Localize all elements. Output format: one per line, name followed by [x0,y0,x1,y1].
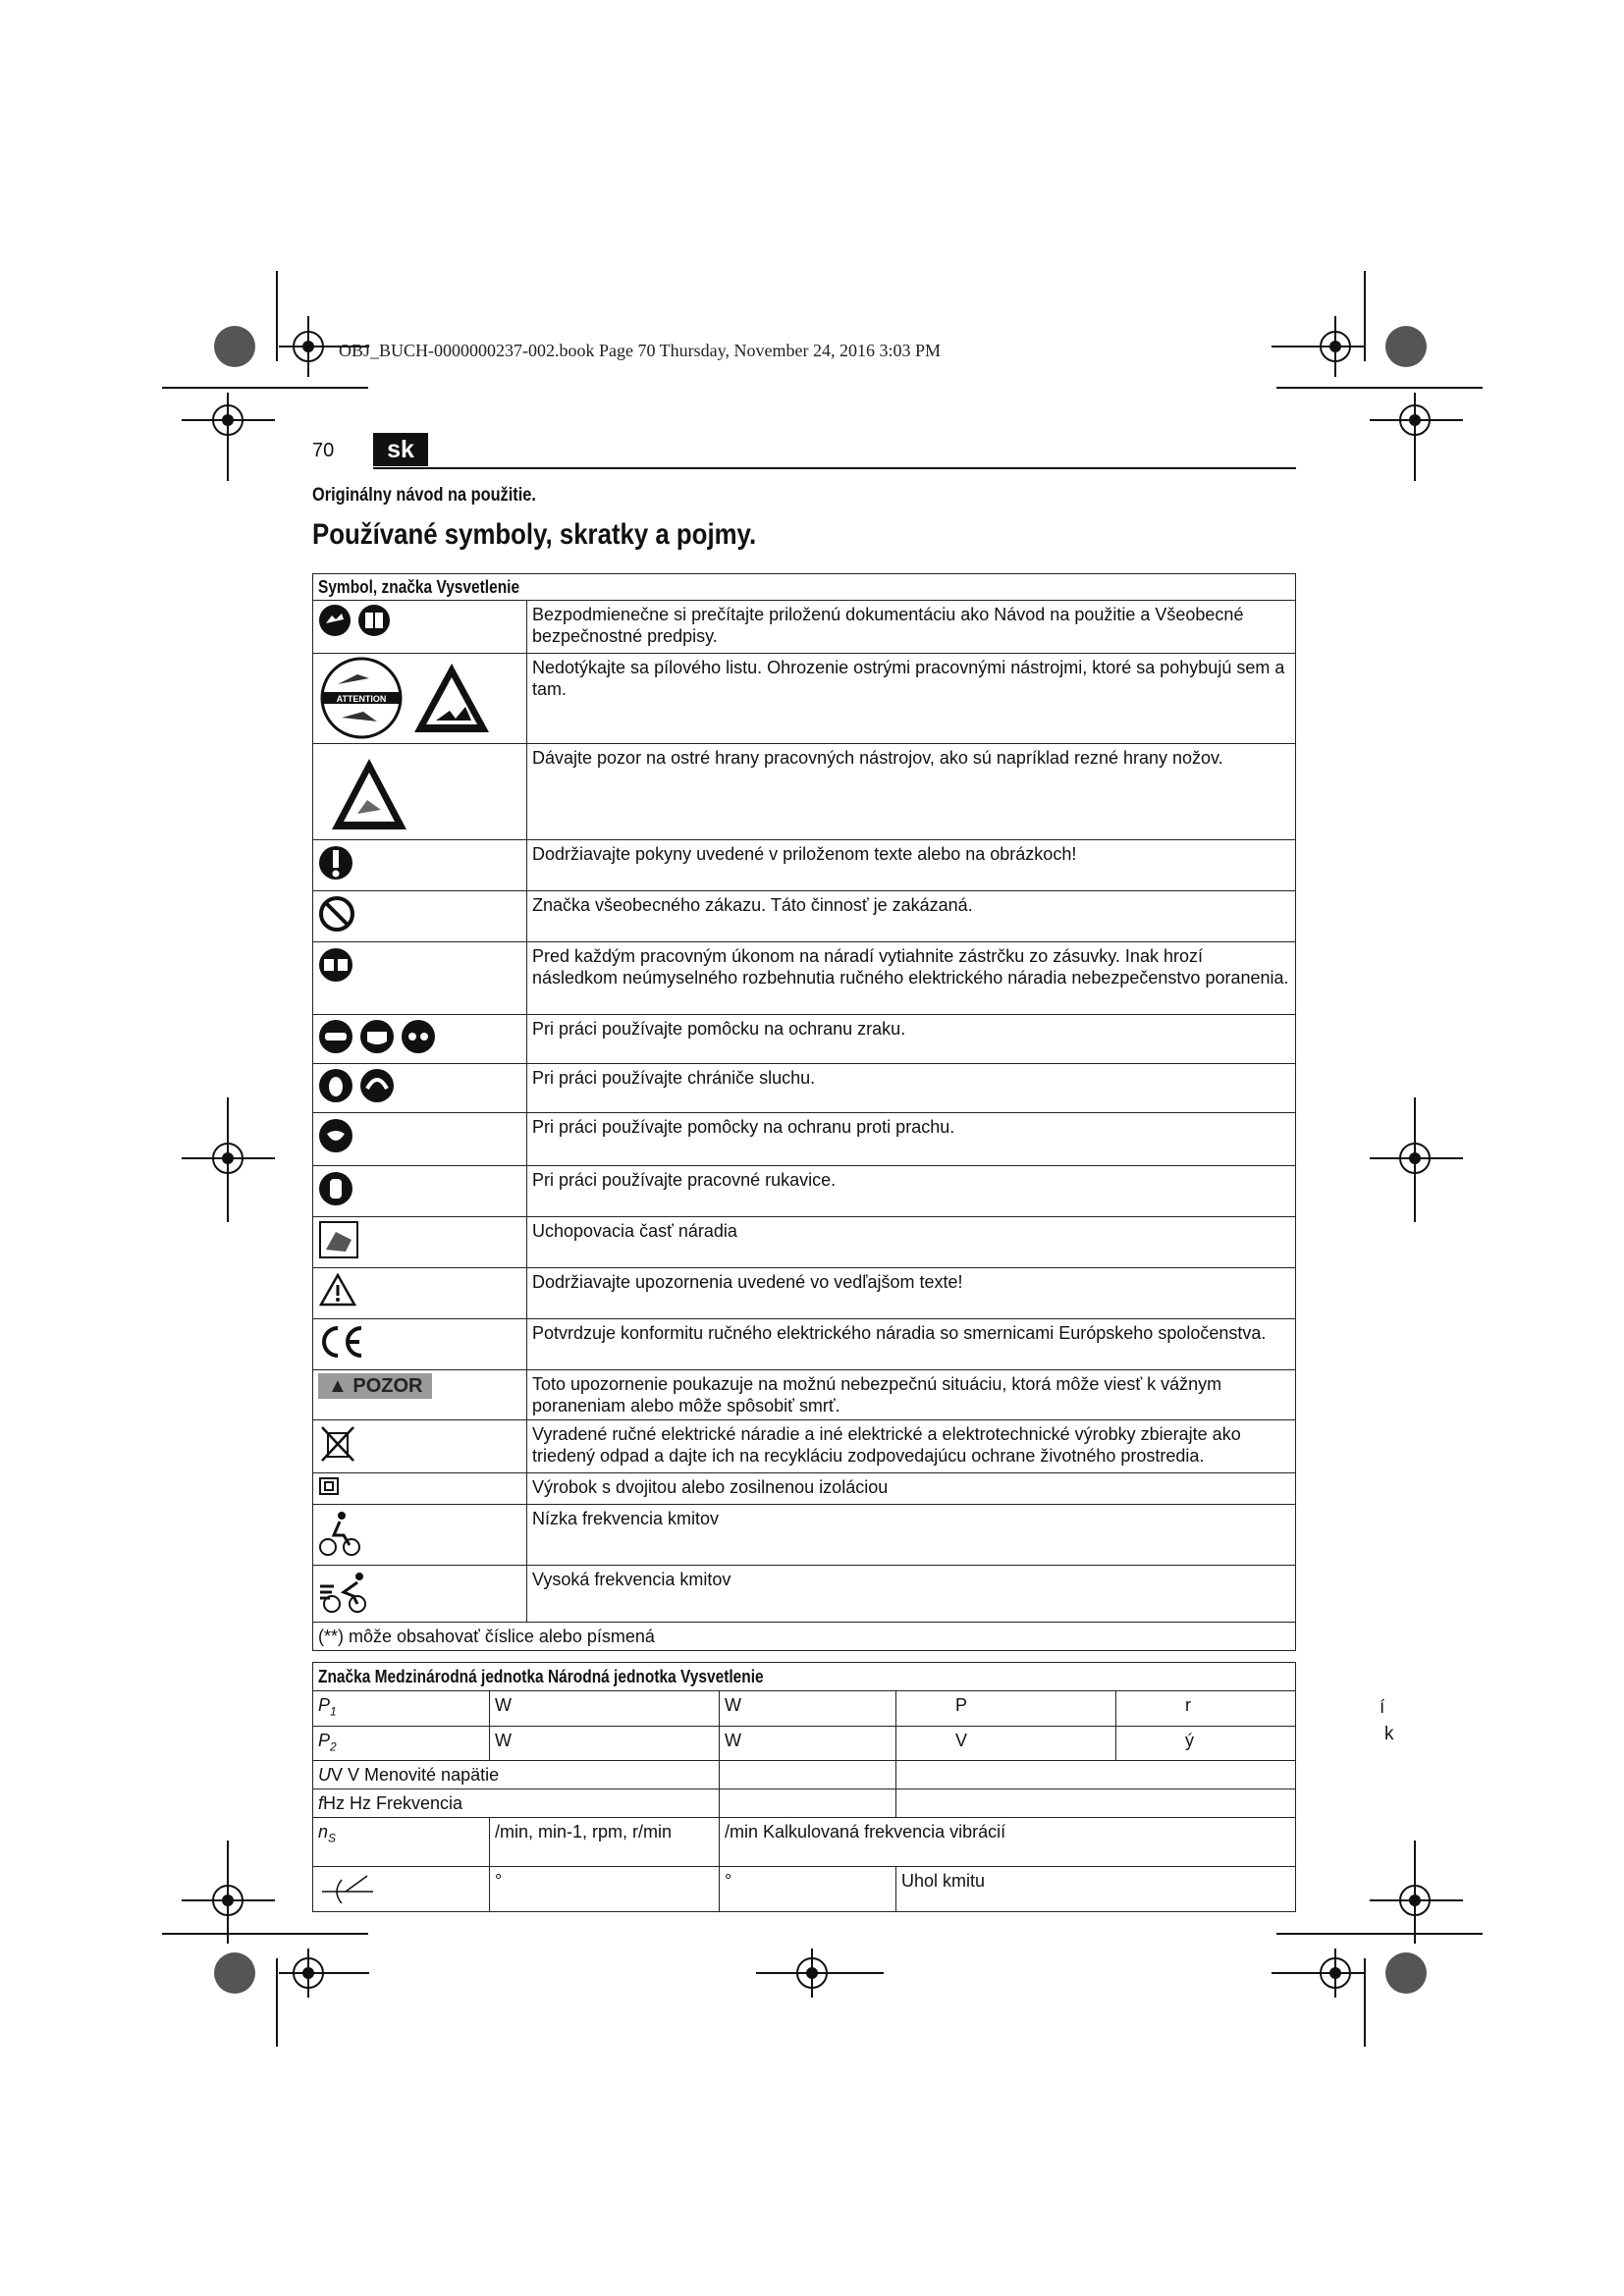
footnote: (**) môže obsahovať číslice alebo písmená [313,1623,1296,1651]
cell: P [896,1691,1116,1727]
fast-cyclist-icon [318,1569,373,1614]
glasses-icon [401,1018,436,1055]
double-insulation-icon [318,1476,340,1496]
prohibition-icon [318,894,355,934]
goggles-icon [318,1018,353,1055]
table-row [313,1370,1296,1420]
cell: ° [490,1867,720,1912]
table-row [313,1113,1296,1166]
row-text: Vyradené ručné elektrické náradie a iné elektrické a elektrotechnické výrobky zbierajte ako triedený odpad a dajte ich na recykláciu zodpovedajúcu ochrane životného prostredia. [527,1420,1296,1473]
table-row [313,744,1296,840]
row-text: Vysoká frekvencia kmitov [527,1566,1296,1623]
row-text: Pri práci používajte pracovné rukavice. [527,1166,1296,1217]
warning-triangle-icon [410,660,493,736]
units-table [312,1662,1296,1912]
table-row [313,1691,1296,1727]
earmuff-icon [359,1067,395,1104]
stray-char-1: í [1380,1697,1385,1718]
cell: /min, min-1, rpm, r/min [490,1818,720,1867]
original-label: Originálny návod na použitie. [312,485,536,506]
symbols-table [312,573,1296,1651]
page-number: 70 [312,440,335,461]
book-icon [357,604,391,637]
language-tab: sk [373,433,428,466]
row-text: Dodržiavajte pokyny uvedené v priloženom texte alebo na obrázkoch! [527,840,1296,891]
row-text: Toto upozornenie poukazuje na možnú nebezpečnú situáciu, ktorá môže viesť k vážnym poraneniam alebo môže spôsobiť smrť. [527,1370,1296,1420]
table-row [313,1867,1296,1912]
ce-mark-icon [318,1322,367,1362]
slow-cyclist-icon [318,1508,361,1557]
dust-mask-icon [318,1116,353,1155]
cell: V [896,1726,1116,1761]
grip-surface-icon [318,1220,359,1259]
row-text: Dávajte pozor na ostré hrany pracovných nástrojov, ako sú napríklad rezné hrany nožov. [527,744,1296,840]
row-text: Dodržiavajte upozornenia uvedené vo vedľajšom texte! [527,1268,1296,1319]
table-row [313,891,1296,942]
table-row [313,942,1296,1015]
table-header-row [313,1663,1296,1691]
cell: W [720,1726,896,1761]
symbols-table-header: Symbol, značka Vysvetlenie [318,577,520,597]
crossed-bin-icon [318,1423,357,1465]
row-text: Značka všeobecného zákazu. Táto činnosť je zakázaná. [527,891,1296,942]
book-file-line: OBJ_BUCH-0000000237-002.book Page 70 Thursday, November 24, 2016 3:03 PM [339,341,941,360]
row-text: Pred každým pracovným úkonom na náradí vytiahnite zástrčku zo zásuvky. Inak hrozí následkom neúmyselného rozbehnutia ručného elektrického náradia nebezpečenstvo poranenia. [527,942,1296,1015]
table-row [313,1166,1296,1217]
table-row [313,654,1296,744]
cell: W [720,1691,896,1727]
row-text: Pri práci používajte chrániče sluchu. [527,1064,1296,1113]
cell: ý [1116,1726,1296,1761]
unplug-icon [318,945,353,985]
symbol-p1: $P_1$ [313,1691,490,1727]
table-row [313,1505,1296,1566]
table-row [313,1015,1296,1064]
angle-icon [318,1870,377,1903]
table-row [313,1566,1296,1623]
table-row [313,1064,1296,1113]
svg-text:ATTENTION: ATTENTION [336,694,387,704]
table-row [313,1217,1296,1268]
row-text: Nízka frekvencia kmitov [527,1505,1296,1566]
row-text: Pri práci používajte pomôcku na ochranu zraku. [527,1015,1296,1064]
symbol-ns: $n_S$ [313,1818,490,1867]
page-title: Používané symboly, skratky a pojmy. [312,518,757,551]
caution-triangle-icon [318,1271,357,1308]
table-row [313,601,1296,654]
exclamation-icon [318,843,353,882]
row-text: Uchopovacia časť náradia [527,1217,1296,1268]
table-header-row [313,574,1296,601]
voltage-row: UV V Menovité napätie [313,1761,720,1789]
read-manual-icon [318,604,352,637]
table-row [313,1319,1296,1370]
table-row [313,840,1296,891]
row-text: Pri práci používajte pomôcky na ochranu proti prachu. [527,1113,1296,1166]
pozor-label: ▲ POZOR [318,1373,432,1399]
frequency-row: fHz Hz Frekvencia [313,1789,720,1818]
cell: /min Kalkulovaná frekvencia vibrácií [720,1818,1296,1867]
table-row [313,1789,1296,1818]
ear-protection-icon [318,1067,353,1104]
row-text: Potvrdzuje konformitu ručného elektrického náradia so smernicami Európskeho spoločenstva. [527,1319,1296,1370]
attention-blade-icon [318,657,405,739]
row-text: Bezpodmienečne si prečítajte priloženú dokumentáciu ako Návod na použitie a Všeobecné bezpečnostné predpisy. [527,601,1296,654]
table-row [313,1726,1296,1761]
row-text: Výrobok s dvojitou alebo zosilnenou izoláciou [527,1473,1296,1505]
gloves-icon [318,1169,353,1208]
symbol-p2: $P_2$ [313,1726,490,1761]
table-row [313,1268,1296,1319]
cell: W [490,1691,720,1727]
cell: Uhol kmitu [896,1867,1296,1912]
face-shield-icon [359,1018,395,1055]
table-row [313,1420,1296,1473]
cell: r [1116,1691,1296,1727]
units-table-header: Značka Medzinárodná jednotka Národná jednotka Vysvetlenie [318,1667,764,1686]
stray-char-2: k [1384,1724,1394,1744]
table-row [313,1818,1296,1867]
table-footnote-row [313,1623,1296,1651]
sharp-edge-warning-icon [328,755,410,833]
header-rule [373,467,1296,469]
table-row [313,1761,1296,1789]
row-text: Nedotýkajte sa pílového listu. Ohrozenie ostrými pracovnými nástrojmi, ktoré sa pohybujú sem a tam. [527,654,1296,744]
cell: W [490,1726,720,1761]
cell: ° [720,1867,896,1912]
table-row [313,1473,1296,1505]
